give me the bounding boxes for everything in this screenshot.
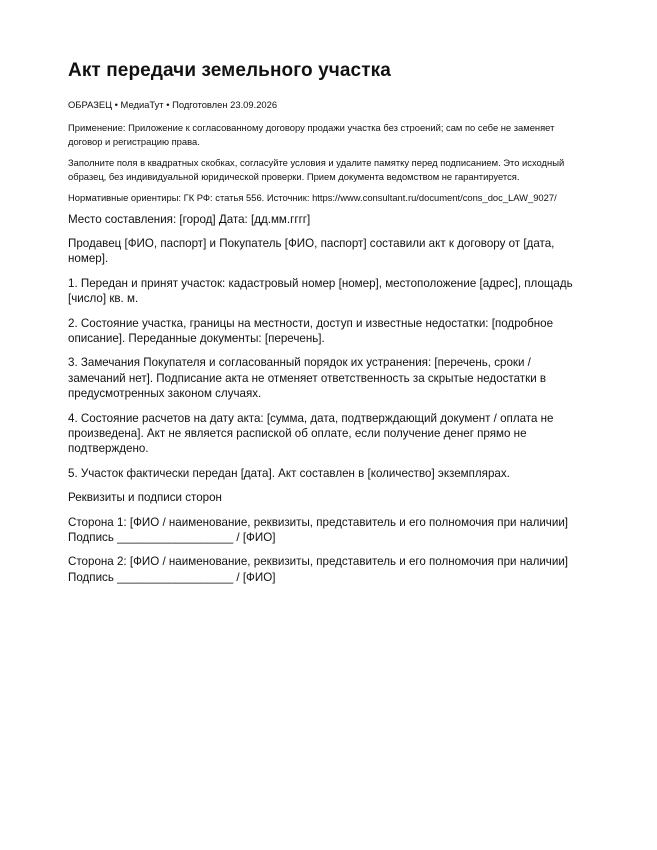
party-2-signature-line: Подпись __________________ / [ФИО] — [68, 570, 276, 584]
clause-1: 1. Передан и принят участок: кадастровый номер [номер], местоположение [адрес], площадь [число] кв. м. — [68, 276, 573, 306]
party-1-details: Сторона 1: [ФИО / наименование, реквизиты, представитель и его полномочия при наличии] — [68, 515, 569, 529]
clause-4: 4. Состояние расчетов на дату акта: [сумма, дата, подтверждающий документ / оплата не произведена]. Акт не является распиской об оплате, если получение денег прямо не подтверждено. — [68, 411, 554, 456]
document-meta-line: ОБРАЗЕЦ • МедиаТут • Подготовлен 23.09.2026 — [68, 99, 278, 110]
clause-2: 2. Состояние участка, границы на местности, доступ и известные недостатки: [подробное описание]. Переданные документы: [перечень]. — [68, 316, 554, 345]
party-1-signature-line: Подпись __________________ / [ФИО] — [68, 531, 276, 544]
party-2-block — [68, 554, 589, 585]
signatures-heading: Реквизиты и подписи сторон — [68, 491, 222, 505]
legal-reference: Нормативные ориентиры: ГК РФ: статья 556. Источник: https://www.consultant.ru/document/cons_doc_LAW_9027/ — [68, 192, 557, 203]
parties-intro: Продавец [ФИО, паспорт] и Покупатель [ФИО, паспорт] составили акт к договору от [дата, номер]. — [68, 236, 555, 266]
party-1-block — [68, 515, 589, 546]
party-2-details: Сторона 2: [ФИО / наименование, реквизиты, представитель и его полномочия при наличии] — [68, 555, 569, 569]
instructions-note: Заполните поля в квадратных скобках, согласуйте условия и удалите памятку перед подписанием. Это исходный образец, без индивидуальной юридической проверки. Прием документа ведомством не гарантируется. — [68, 157, 565, 182]
clause-5: 5. Участок фактически передан [дата]. Акт составлен в [количество] экземплярах. — [68, 466, 510, 480]
place-and-date: Место составления: [город] Дата: [дд.мм.гггг] — [68, 212, 311, 226]
application-note: Применение: Приложение к согласованному договору продажи участка без строений; сам по себе не заменяет договор и регистрацию права. — [68, 122, 555, 147]
clause-3: 3. Замечания Покупателя и согласованный порядок их устранения: [перечень, сроки / замечаний нет]. Подписание акта не отменяет ответственность за скрытые недостатки в предусмотренных законом случаях. — [68, 356, 547, 401]
document-title: Акт передачи земельного участка — [68, 60, 391, 81]
